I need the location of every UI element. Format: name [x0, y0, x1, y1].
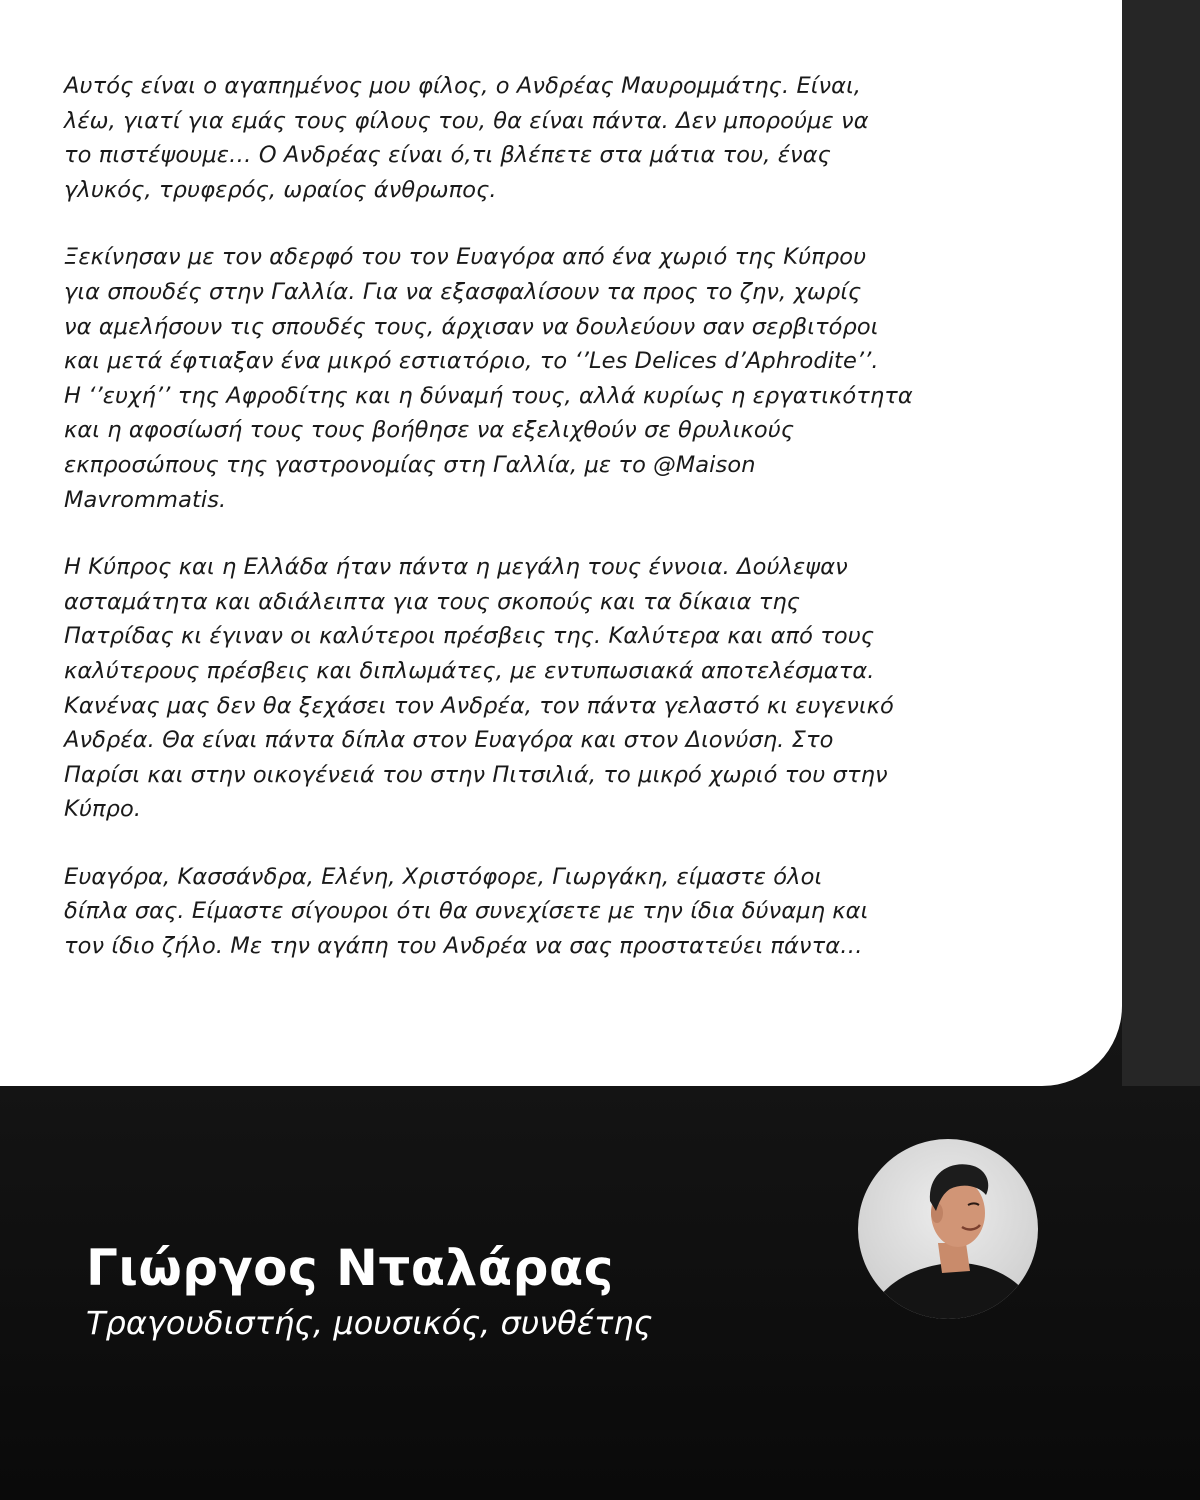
- paragraph-4: [64, 860, 1062, 964]
- text-line: ασταμάτητα και αδιάλειπτα για τους σκοπούς και τα δίκαια της: [64, 588, 801, 615]
- text-line: εκπροσώπους της γαστρονομίας στη Γαλλία, με το @Maison: [64, 451, 756, 478]
- author-portrait-icon: [858, 1139, 1038, 1319]
- author-name: Γιώργος Νταλάρας: [86, 1239, 614, 1297]
- text-line: Ανδρέα. Θα είναι πάντα δίπλα στον Ευαγόρα και στον Διονύση. Στο: [64, 727, 834, 754]
- author-role: Τραγουδιστής, μουσικός, συνθέτης: [86, 1304, 653, 1342]
- text-line: γλυκός, τρυφερός, ωραίος άνθρωπος.: [64, 176, 497, 203]
- paragraph-2: [64, 240, 1062, 517]
- right-dark-strip: [1122, 0, 1200, 1086]
- text-line: δίπλα σας. Είμαστε σίγουροι ότι θα συνεχίσετε με την ίδια δύναμη και: [64, 898, 869, 925]
- text-line: Η Κύπρος και η Ελλάδα ήταν πάντα η μεγάλη τους έννοια. Δούλεψαν: [64, 554, 848, 581]
- text-line: Ξεκίνησαν με τον αδερφό του τον Ευαγόρα από ένα χωριό της Κύπρου: [64, 244, 867, 271]
- author-block: [86, 1238, 652, 1344]
- paragraph-3: [64, 550, 1062, 827]
- text-line: Κύπρο.: [64, 796, 142, 823]
- text-line: Ευαγόρα, Κασσάνδρα, Ελένη, Χριστόφορε, Γιωργάκη, είμαστε όλοι: [64, 863, 823, 890]
- text-line: και η αφοσίωσή τους τους βοήθησε να εξελιχθούν σε θρυλικούς: [64, 417, 795, 444]
- text-line: λέω, γιατί για εμάς τους φίλους του, θα είναι πάντα. Δεν μπορούμε να: [64, 107, 869, 134]
- text-line: να αμελήσουν τις σπουδές τους, άρχισαν να δουλεύουν σαν σερβιτόροι: [64, 313, 879, 340]
- avatar: [858, 1139, 1038, 1319]
- text-line: Πατρίδας κι έγιναν οι καλύτεροι πρέσβεις της. Καλύτερα και από τους: [64, 623, 875, 650]
- text-line: Κανένας μας δεν θα ξεχάσει τον Ανδρέα, τον πάντα γελαστό κι ευγενικό: [64, 692, 894, 719]
- paragraph-1: [64, 69, 1062, 207]
- text-line: Παρίσι και στην οικογένειά του στην Πιτσιλιά, το μικρό χωριό του στην: [64, 761, 888, 788]
- text-line: Mavrommatis.: [64, 486, 227, 513]
- text-line: και μετά έφτιαξαν ένα μικρό εστιατόριο, το ‘’Les Delices d’Aphrodite’’.: [64, 348, 879, 375]
- text-line: το πιστέψουμε… Ο Ανδρέας είναι ό,τι βλέπετε στα μάτια του, ένας: [64, 142, 831, 169]
- text-line: Αυτός είναι ο αγαπημένος μου φίλος, ο Ανδρέας Μαυρομμάτης. Είναι,: [64, 73, 862, 99]
- text-line: καλύτερους πρέσβεις και διπλωμάτες, με εντυπωσιακά αποτελέσματα.: [64, 657, 875, 684]
- text-line: για σπουδές στην Γαλλία. Για να εξασφαλίσουν τα προς το ζην, χωρίς: [64, 278, 862, 305]
- text-line: Η ‘’ευχή’’ της Αφροδίτης και η δύναμή τους, αλλά κυρίως η εργατικότητα: [64, 382, 913, 409]
- text-line: τον ίδιο ζήλο. Με την αγάπη του Ανδρέα να σας προστατεύει πάντα…: [64, 933, 863, 960]
